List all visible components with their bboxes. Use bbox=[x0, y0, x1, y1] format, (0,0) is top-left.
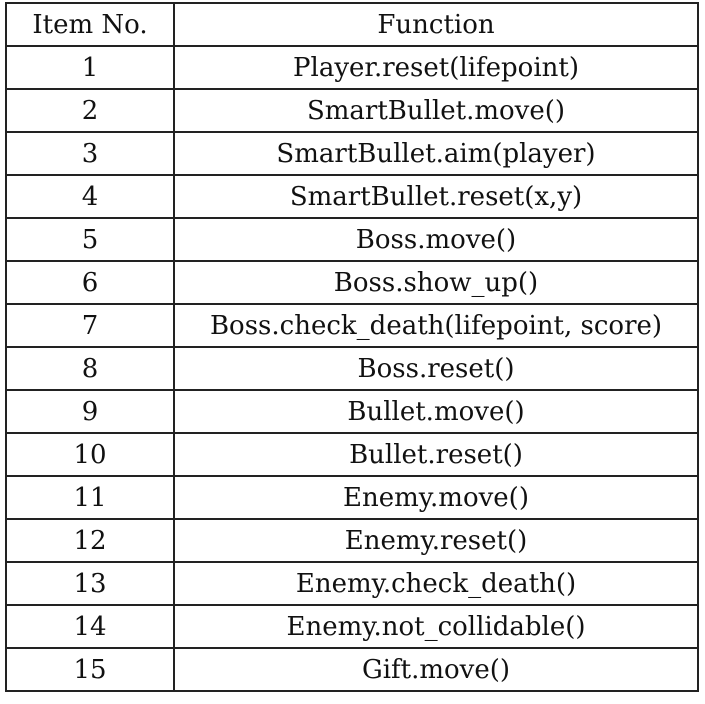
function-cell: Gift.move() bbox=[174, 648, 698, 691]
item-number-cell: 1 bbox=[6, 46, 174, 89]
item-number-cell: 13 bbox=[6, 562, 174, 605]
table-row bbox=[6, 347, 698, 390]
function-cell: Boss.check_death(lifepoint, score) bbox=[174, 304, 698, 347]
function-cell: Bullet.move() bbox=[174, 390, 698, 433]
table-row bbox=[6, 304, 698, 347]
function-cell: Player.reset(lifepoint) bbox=[174, 46, 698, 89]
item-number-cell: 10 bbox=[6, 433, 174, 476]
item-number-cell: 2 bbox=[6, 89, 174, 132]
header-item-no: Item No. bbox=[6, 3, 174, 46]
function-cell: SmartBullet.move() bbox=[174, 89, 698, 132]
item-number-cell: 3 bbox=[6, 132, 174, 175]
table-row bbox=[6, 261, 698, 304]
table-row bbox=[6, 433, 698, 476]
function-cell: Boss.reset() bbox=[174, 347, 698, 390]
item-number-cell: 14 bbox=[6, 605, 174, 648]
table-header-row bbox=[6, 3, 698, 46]
table-row bbox=[6, 218, 698, 261]
table-row bbox=[6, 46, 698, 89]
item-number-cell: 4 bbox=[6, 175, 174, 218]
table-row bbox=[6, 89, 698, 132]
item-number-cell: 7 bbox=[6, 304, 174, 347]
function-cell: Enemy.move() bbox=[174, 476, 698, 519]
function-cell: SmartBullet.aim(player) bbox=[174, 132, 698, 175]
item-number-cell: 9 bbox=[6, 390, 174, 433]
table-row bbox=[6, 519, 698, 562]
table-row bbox=[6, 476, 698, 519]
function-cell: Enemy.not_collidable() bbox=[174, 605, 698, 648]
function-cell: Boss.move() bbox=[174, 218, 698, 261]
table-body bbox=[6, 46, 698, 691]
table-row bbox=[6, 605, 698, 648]
header-function: Function bbox=[174, 3, 698, 46]
item-number-cell: 15 bbox=[6, 648, 174, 691]
table-row bbox=[6, 648, 698, 691]
table-row bbox=[6, 132, 698, 175]
item-number-cell: 6 bbox=[6, 261, 174, 304]
function-cell: Enemy.reset() bbox=[174, 519, 698, 562]
table-row bbox=[6, 175, 698, 218]
item-number-cell: 8 bbox=[6, 347, 174, 390]
function-cell: Boss.show_up() bbox=[174, 261, 698, 304]
item-number-cell: 12 bbox=[6, 519, 174, 562]
function-cell: Enemy.check_death() bbox=[174, 562, 698, 605]
table-row bbox=[6, 562, 698, 605]
item-number-cell: 5 bbox=[6, 218, 174, 261]
function-cell: SmartBullet.reset(x,y) bbox=[174, 175, 698, 218]
function-cell: Bullet.reset() bbox=[174, 433, 698, 476]
function-table bbox=[5, 2, 699, 692]
table-row bbox=[6, 390, 698, 433]
item-number-cell: 11 bbox=[6, 476, 174, 519]
